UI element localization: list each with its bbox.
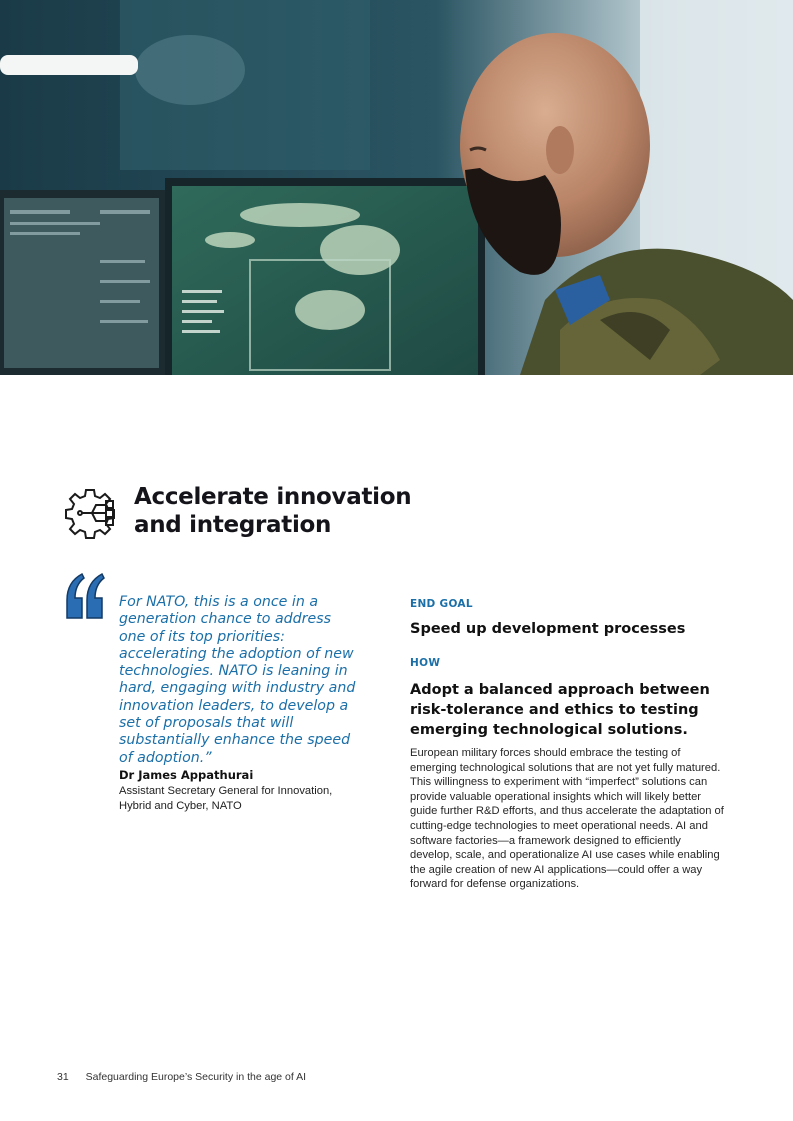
hero-photo	[0, 0, 793, 375]
quotation-mark-icon	[64, 570, 106, 622]
section-title-line2: and integration	[134, 512, 332, 538]
page-footer	[57, 1071, 306, 1083]
quote-author: Dr James Appathurai	[119, 768, 254, 782]
body-paragraph: European military forces should embrace the testing of emerging technological solutions that are not yet fully matured. This willingness to experiment with “imperfect” solutions can provide valuable operational insights which will likely better guide further R&D efforts, and thus accelerate the adaptation of cutting-edge technologies to meet operational needs. AI and software factories—a framework designed to efficiently develop, scale, and operationalize AI use cases while enabling the agile creation of new AI applications—could offer a way forward for defense organizations.	[410, 747, 724, 891]
analyst-at-monitors-photo	[0, 0, 793, 375]
page-number: 31	[57, 1071, 69, 1083]
section-title	[134, 483, 434, 539]
how-label: HOW	[410, 657, 441, 669]
quote-text: For NATO, this is a once in a generation chance to address one of its top priorities: accelerating the adoption of new technologies. NATO is leaning in hard, engaging with industry and innovation leaders, to develop a set of proposals that will substantially enhance the speed of adoption.”	[119, 594, 356, 766]
footer-title: Safeguarding Europe’s Security in the age of AI	[85, 1071, 307, 1083]
gear-circuit-icon	[64, 484, 120, 542]
how-heading: Adopt a balanced approach between risk-tolerance and ethics to testing emerging technological solutions.	[410, 682, 710, 738]
section-title-line1: Accelerate innovation	[134, 484, 412, 510]
end-goal-text: Speed up development processes	[410, 621, 686, 637]
quote-author-role: Assistant Secretary General for Innovation, Hybrid and Cyber, NATO	[119, 785, 333, 812]
end-goal-label: END GOAL	[410, 598, 473, 610]
